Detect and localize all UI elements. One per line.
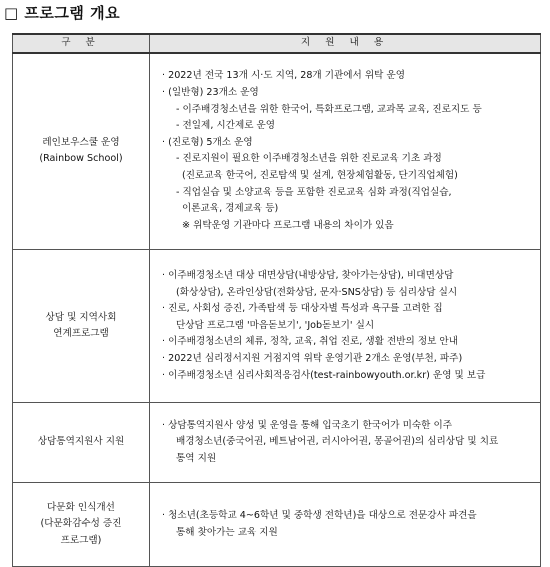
content-cell [150,483,541,567]
content-line: · 상담통역지원사 양성 및 운영을 통해 입국초기 한국어가 미숙한 이주 [162,419,452,431]
content-line: · 청소년(초등학교 4~6학년 및 중학생 전학년)을 대상으로 전문강사 파견을 [162,510,477,521]
category-cell [13,53,150,250]
category-label: 상담통역지원사 지원 [37,436,125,448]
content-line: · (일반형) 23개소 운영 [162,86,259,98]
category-label: 레인보우스쿨 운영 [42,136,120,148]
content-line: · (진로형) 5개소 운영 [162,136,253,148]
category-label: 프로그램) [60,534,102,546]
content-line: - 이주배경청소년을 위한 한국어, 특화프로그램, 교과목 교육, 진로지도 등 [176,103,482,115]
content-line: · 이주배경청소년 대상 대면상담(내방상담, 찾아가는상담), 비대면상담 [162,270,454,282]
content-line: (화상상담), 온라인상담(전화상담, 문자·SNS상담) 등 심리상담 실시 [176,286,458,298]
content-line: · 2022년 심리정서지원 거점지역 위탁 운영기관 2개소 운영(부천, 파주) [162,352,463,364]
content-line: · 이주배경청소년의 체류, 정착, 교육, 취업 진로, 생활 전반의 정보 안내 [162,336,458,348]
category-cell [13,250,150,403]
content-line: · 진로, 사회성 증진, 가족탐색 등 대상자별 특성과 욕구를 고려한 집 [162,303,443,315]
header-category: 구 분 [13,34,150,53]
content-cell [150,403,541,483]
content-line: · 이주배경청소년 심리사회적응검사(test-rainbowyouth.or.kr) 운영 및 보급 [162,369,486,381]
content-line: 배경청소년(중국어권, 베트남어권, 러시아어권, 몽골어권)의 심리상담 및 치료 [176,436,499,448]
content-line: - 진로지원이 필요한 이주배경청소년을 위한 진로교육 기초 과정 [176,153,442,165]
content-line: 통해 찾아가는 교육 지원 [176,526,278,538]
section-title: □ 프로그램 개요 [4,4,121,22]
table-row [13,483,541,567]
program-overview-table [12,33,541,567]
content-line: 단상담 프로그램 '마음돋보기', 'Job돋보기' 실시 [176,319,375,331]
category-label: (다문화감수성 증진 [40,518,122,530]
content-line: · 2022년 전국 13개 시·도 지역, 28개 기관에서 위탁 운영 [162,70,405,82]
content-line: 이론교육, 경제교육 등) [182,203,279,215]
header-content: 지 원 내 용 [150,34,541,53]
table-row [13,53,541,250]
table-row [13,250,541,403]
content-line: 통역 지원 [176,452,217,464]
header-row [13,34,541,53]
table-row [13,403,541,483]
content-line: (진로교육 한국어, 진로탐색 및 설계, 현장체험활동, 단기직업체험) [182,169,458,181]
category-label: 연계프로그램 [53,328,109,340]
category-label: 다문화 인식개선 [47,501,115,513]
content-cell [150,53,541,250]
category-cell [13,483,150,567]
content-cell [150,250,541,403]
content-line: - 직업실습 및 소양교육 등을 포함한 진로교육 심화 과정(직업실습, [176,186,452,198]
content-line: ※ 위탁운영 기관마다 프로그램 내용의 차이가 있음 [182,219,394,231]
category-label: (Rainbow School) [39,153,123,165]
category-cell [13,403,150,483]
content-line: - 전일제, 시간제로 운영 [176,120,276,132]
category-label: 상담 및 지역사회 [45,311,117,323]
